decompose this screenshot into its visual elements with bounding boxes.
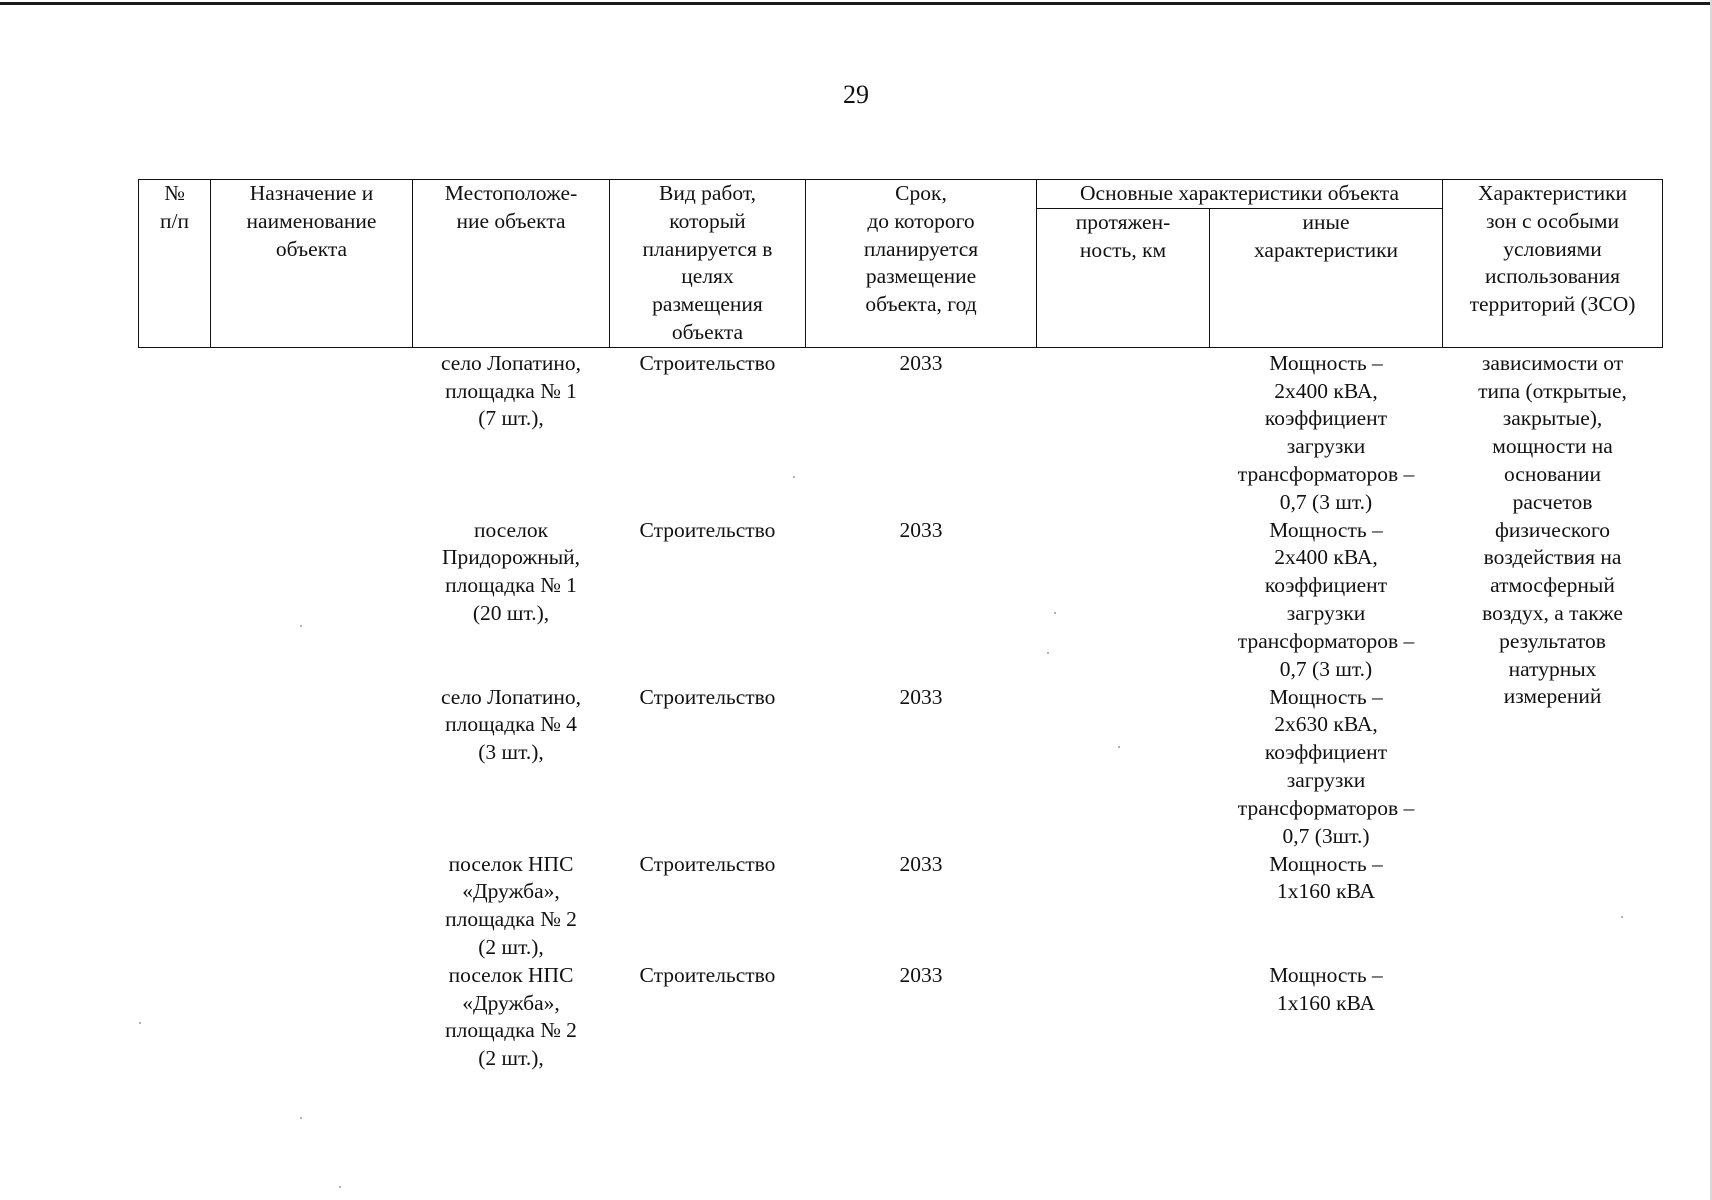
cell-num [139,851,211,962]
header-name: Назначение и наименование объекта [211,180,413,348]
cell-work-type: Строительство [639,851,776,876]
scan-speck [139,1022,141,1024]
header-num: № п/п [139,180,211,348]
cell-name [211,851,413,962]
table-body [139,347,1663,1073]
cell-other: Мощность – 2х400 кВА, коэффициент загрузки трансформаторов – 0,7 (3 шт.) [1237,350,1415,514]
objects-table [138,179,1663,1074]
table-header [139,180,1663,348]
cell-name [211,347,413,516]
table-row [139,347,1663,516]
table-row [139,517,1663,684]
cell-zones: зависимости от типа (открытые, закрытые), мощности на основании расчетов физического воздействия на атмосферный воздух, а также результатов натурных измерений [1478,350,1627,709]
cell-length [1037,347,1210,516]
cell-other: Мощность – 1х160 кВА [1269,962,1383,1015]
header-zones: Характеристики зон с особыми условиями использования территорий (ЗСО) [1443,180,1663,348]
scan-speck [300,625,302,627]
cell-deadline: 2033 [899,350,943,375]
cell-name [211,962,413,1074]
cell-length [1037,962,1210,1074]
cell-location: село Лопатино, площадка № 1 (7 шт.), [440,350,582,431]
scan-speck [1054,612,1056,614]
cell-location: поселок НПС «Дружба», площадка № 2 (2 шт.), [445,962,577,1071]
cell-deadline: 2033 [899,517,943,542]
cell-work-type: Строительство [639,350,776,375]
cell-work-type: Строительство [639,517,776,542]
cell-length [1037,684,1210,851]
cell-other: Мощность – 2х400 кВА, коэффициент загрузки трансформаторов – 0,7 (3 шт.) [1237,517,1415,681]
cell-location: поселок НПС «Дружба», площадка № 2 (2 шт.), [445,851,577,959]
cell-num [139,517,211,684]
header-work-type: Вид работ, который планируется в целях размещения объекта [610,180,806,348]
scan-speck [1621,916,1623,918]
cell-location: село Лопатино, площадка № 4 (3 шт.), [440,684,582,765]
cell-num [139,684,211,851]
header-deadline: Срок, до которого планируется размещение объекта, год [806,180,1037,348]
cell-length [1037,851,1210,962]
cell-deadline: 2033 [899,684,943,709]
cell-deadline: 2033 [899,962,943,987]
scan-speck [793,476,795,478]
scan-speck [339,1186,341,1188]
page-number: 29 [843,80,869,109]
table-row [139,851,1663,962]
header-other: иные характеристики [1210,208,1443,347]
cell-deadline: 2033 [899,851,943,876]
table-row [139,684,1663,851]
header-length: протяжен- ность, км [1037,208,1210,347]
cell-num [139,962,211,1074]
cell-work-type: Строительство [639,684,776,709]
header-location: Местоположе- ние объекта [413,180,610,348]
scan-top-edge [0,2,1712,5]
scan-speck [1118,746,1120,748]
cell-location: поселок Придорожный, площадка № 1 (20 шт.), [441,517,581,625]
cell-work-type: Строительство [639,962,776,987]
cell-name [211,517,413,684]
cell-length [1037,517,1210,684]
cell-other: Мощность – 2х630 кВА, коэффициент загрузки трансформаторов – 0,7 (3шт.) [1237,684,1415,848]
header-main-characteristics: Основные характеристики объекта [1037,180,1443,209]
cell-name [211,684,413,851]
scan-speck [1047,652,1049,654]
cell-num [139,347,211,516]
scan-speck [300,1117,302,1119]
table-row [139,962,1663,1074]
cell-other: Мощность – 1х160 кВА [1269,851,1383,904]
